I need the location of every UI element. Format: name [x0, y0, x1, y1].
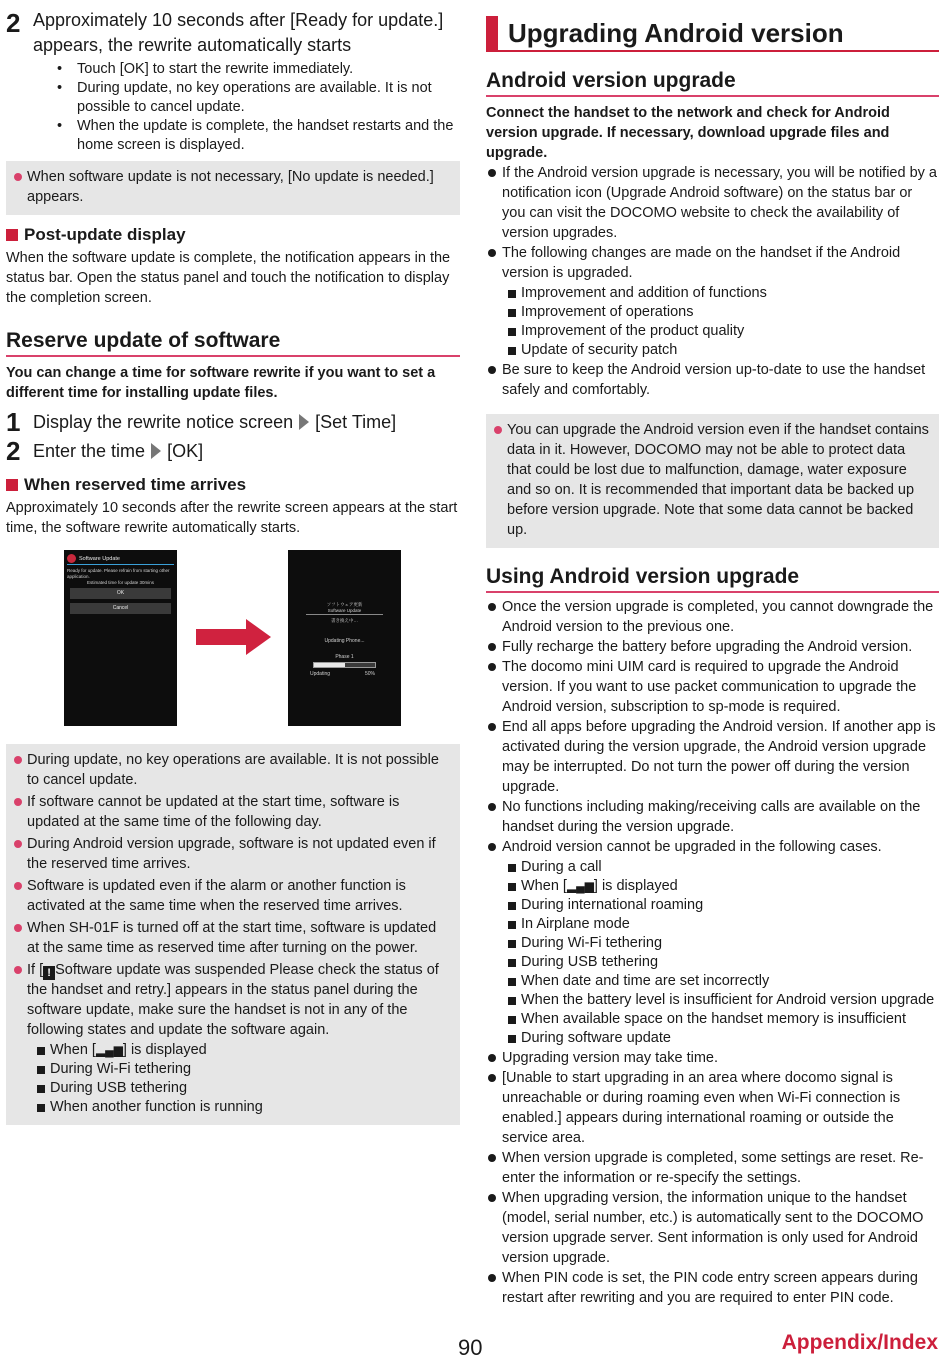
paragraph: Approximately 10 seconds after the rewrite screen appears at the start time, the software rewrite automatically starts. [6, 500, 458, 536]
subheading-post-update: Post-update display [6, 224, 460, 246]
list-item: When PIN code is set, the PIN code entry screen appears during restart after rewriting and you are required to enter PIN code. [486, 1268, 939, 1308]
phase-label: Phase 1 [335, 654, 354, 660]
arrow-right-icon [196, 619, 271, 655]
list-item: Improvement of operations [506, 303, 939, 322]
status-label: Updating [310, 671, 331, 677]
subheading-reserved-time: When reserved time arrives [6, 474, 460, 496]
list-item: When version upgrade is completed, some settings are reset. Re-enter the information or re-specify the settings. [486, 1148, 939, 1188]
list-item: Once the version upgrade is completed, you cannot downgrade the Android version to the previous one. [486, 597, 939, 637]
updating-phone-text: Updating Phone... [324, 638, 365, 644]
note-item: During update, no key operations are available. It is not possible to cancel update. [12, 750, 452, 790]
section-heading-avu: Android version upgrade [486, 67, 939, 97]
bullet-list [486, 163, 939, 400]
list-item: During Wi-Fi tethering [506, 934, 939, 953]
note-item: If [ ! Software update was suspended Please check the status of the handset and retry.] appears in the status panel during the software update, make sure the handset is not in any of the following states and update the software again. When [▂▄▆] is displayed During Wi-Fi tethering During USB tethering When another function is running [12, 960, 452, 1117]
update-app-icon [67, 554, 76, 563]
list-item: The docomo mini UIM card is required to upgrade the Android version. If you want to use packet communication to upgrade the Android version, subscription to sp-mode is required. [486, 657, 939, 717]
list-item: When upgrading version, the information unique to the handset (model, serial number, etc.) is automatically sent to the DOCOMO version upgrade server. Sent information is only used for Android version upgrade. [486, 1188, 939, 1268]
warning-icon: ! [43, 966, 55, 980]
step-text: Display the rewrite notice screen [33, 411, 294, 432]
list-item: End all apps before upgrading the Android version. If another app is activated during the version upgrade, the Android version upgrade may be interrupted. Do not turn the power off during the version upgrade. [486, 717, 939, 797]
note-item: During Android version upgrade, software is not updated even if the reserved time arrives. [12, 834, 452, 874]
list-item: During international roaming [506, 896, 939, 915]
list-item: During a call [506, 858, 939, 877]
list-item: • Touch [OK] to start the rewrite immediately. [51, 60, 460, 79]
step-1-display [6, 407, 460, 436]
section-title: Upgrading Android version [508, 18, 844, 48]
list-item: Be sure to keep the Android version up-to-date to use the handset safely and comfortably. [486, 360, 939, 400]
list-item: Improvement of the product quality [506, 322, 939, 341]
list-item: During USB tethering [35, 1079, 452, 1098]
step-title: Approximately 10 seconds after [Ready for update.] appears, the rewrite automatically starts [33, 10, 444, 55]
arrow-right-icon [151, 443, 161, 459]
step-action: [OK] [167, 440, 204, 461]
note-item: When SH-01F is turned off at the start time, software is updated at the same time as reserved time after turning on the power. [12, 918, 452, 958]
screen-title-jp: ソフトウェア更新 [326, 602, 363, 607]
bullet-list [486, 597, 939, 1308]
signal-icon: ▂▄▆ [566, 879, 594, 893]
list-item: Update of security patch [506, 341, 939, 360]
screen-wait-text: 書き換え中… [331, 618, 358, 623]
list-item: When [▂▄▆] is displayed [506, 877, 939, 896]
step-2-enter-time [6, 436, 460, 465]
appendix-index-link[interactable]: Appendix/Index [781, 1331, 938, 1354]
lead-text: You can change a time for software rewrite if you want to set a different time for installing update files. [6, 365, 436, 401]
case-list [502, 858, 939, 1048]
list-item: When date and time are set incorrectly [506, 972, 939, 991]
step-bullets [33, 60, 460, 155]
list-item: When [▂▄▆] is displayed [35, 1041, 452, 1060]
right-column [486, 14, 939, 1308]
note-box [6, 744, 460, 1125]
percent-label: 50% [364, 671, 375, 677]
step-number: 2 [6, 8, 21, 38]
list-item: In Airplane mode [506, 915, 939, 934]
ok-button[interactable]: OK [70, 588, 171, 599]
list-item: When available space on the handset memory is insufficient [506, 1010, 939, 1029]
section-heading-reserve: Reserve update of software [6, 327, 460, 357]
list-item: During USB tethering [506, 953, 939, 972]
list-item: • When the update is complete, the handset restarts and the home screen is displayed. [51, 117, 460, 155]
cancel-button[interactable]: Cancel [70, 603, 171, 614]
state-list [27, 1041, 452, 1117]
section-banner [486, 14, 939, 52]
list-item: During Wi-Fi tethering [35, 1060, 452, 1079]
arrow-right-icon [299, 414, 309, 430]
progress-bar [313, 662, 376, 668]
lead-text: Connect the handset to the network and check for Android version upgrade. If necessary, download upgrade files and upgrade. [486, 105, 890, 161]
list-item: • During update, no key operations are available. It is not possible to cancel update. [51, 79, 460, 117]
square-marker-icon [6, 479, 18, 491]
step-2-rewrite [6, 8, 460, 155]
list-item: No functions including making/receiving calls are available on the handset during the version upgrade. [486, 797, 939, 837]
square-marker-icon [6, 229, 18, 241]
screen-title: Software Update [327, 608, 362, 613]
note-item: Software is updated even if the alarm or another function is activated at the same time when the reserved time arrives. [12, 876, 452, 916]
left-column [6, 8, 460, 1125]
list-item: The following changes are made on the handset if the Android version is upgraded. Improvement and addition of functions Improvement of operations Improvement of the product quality Update of security patch [486, 243, 939, 360]
list-item: Fully recharge the battery before upgrading the Android version. [486, 637, 939, 657]
screenshots-figure [6, 550, 460, 740]
screen-title: Software Update [79, 555, 120, 562]
phone-screen-updating [288, 550, 401, 726]
page-number: 90 [458, 1335, 483, 1360]
section-marker-icon [486, 16, 498, 50]
progress-fill [314, 663, 345, 667]
list-item: [Unable to start upgrading in an area where docomo signal is unreachable or during roaming even when Wi-Fi connection is enabled.] appears during international roaming or outside the service area. [486, 1068, 939, 1148]
screen-message: Ready for update. Please refrain from starting other application. [67, 568, 170, 579]
paragraph: When the software update is complete, the notification appears in the status bar. Open the status panel and touch the notification to display the completion screen. [6, 250, 451, 306]
phone-screen-ready [64, 550, 177, 726]
step-number: 2 [6, 436, 21, 466]
note-item: You can upgrade the Android version even if the handset contains data in it. However, DOCOMO may not be able to protect data that could be lost due to malfunction, damage, water exposure and so on. It is recommended that important data be backed up before version upgrade. Note that some data cannot be backed up. [492, 420, 931, 540]
list-item: When the battery level is insufficient for Android version upgrade [506, 991, 939, 1010]
change-list [502, 284, 939, 360]
step-text: Enter the time [33, 440, 146, 461]
screen-estimate: Estimated time for update 30mins [86, 580, 155, 585]
list-item: If the Android version upgrade is necessary, you will be notified by a notification icon (Upgrade Android software) on the status bar or you can visit the DOCOMO website to check the availability of version upgrades. [486, 163, 939, 243]
section-heading-using: Using Android version upgrade [486, 563, 939, 593]
note-box [6, 161, 460, 215]
step-number: 1 [6, 407, 21, 437]
list-item: During software update [506, 1029, 939, 1048]
step-action: [Set Time] [315, 411, 397, 432]
note-box [486, 414, 939, 548]
list-item: Improvement and addition of functions [506, 284, 939, 303]
list-item: When another function is running [35, 1098, 452, 1117]
signal-icon: ▂▄▆ [95, 1043, 123, 1057]
list-item: Android version cannot be upgraded in the following cases. During a call When [▂▄▆] is displayed During international roaming In Airplane mode During Wi-Fi tethering During USB tethering When date and time are set incorrectly When the battery level is insufficient for Android version upgrade When available space on the handset memory is insufficient During software update [486, 837, 939, 1048]
list-item: Upgrading version may take time. [486, 1048, 939, 1068]
note-item: If software cannot be updated at the start time, software is updated at the same time of the following day. [12, 792, 452, 832]
note-item: When software update is not necessary, [No update is needed.] appears. [12, 167, 452, 207]
